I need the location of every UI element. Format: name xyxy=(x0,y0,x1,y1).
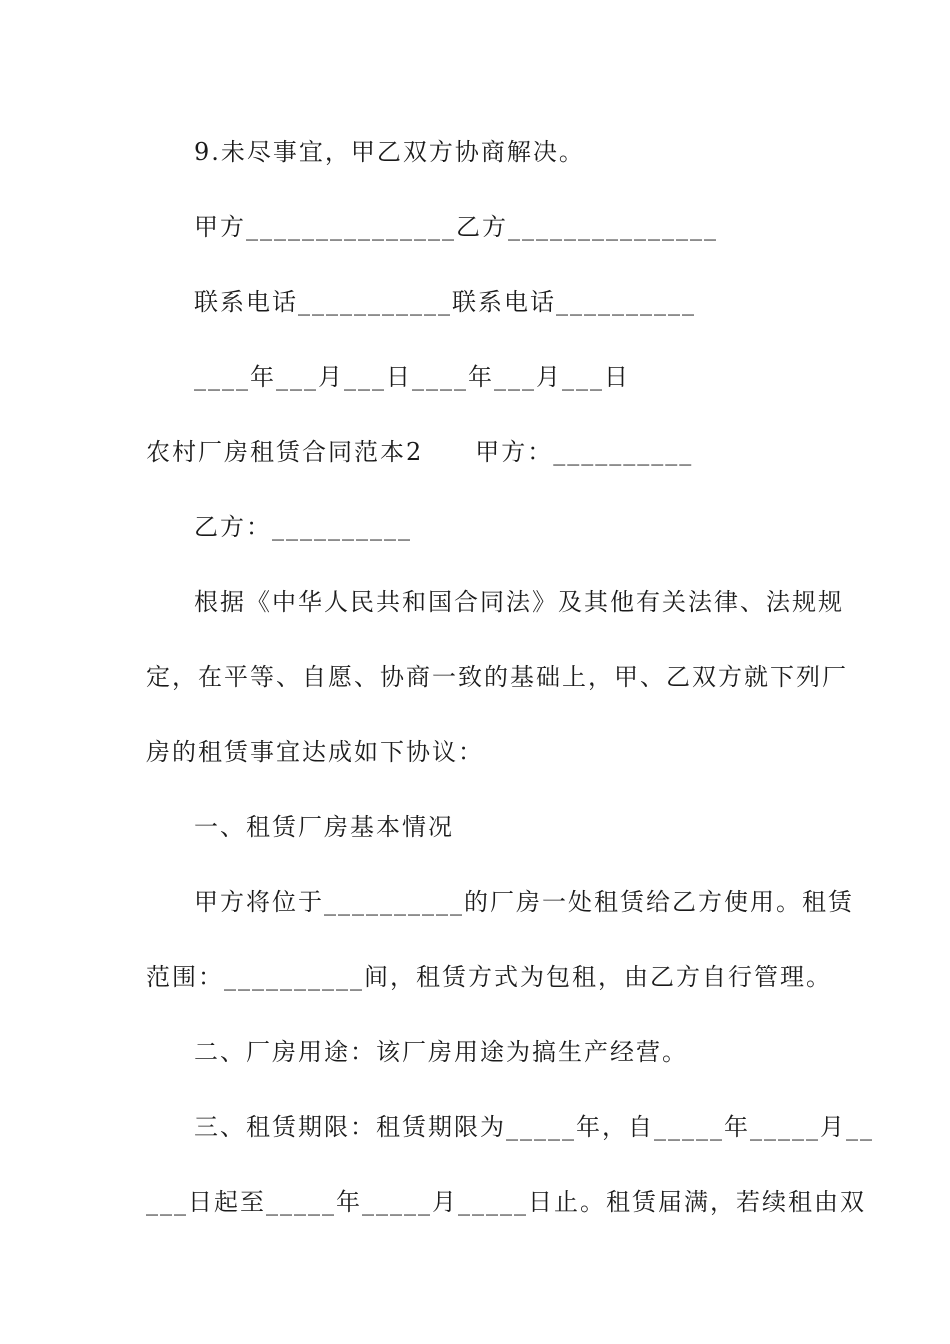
clause-9-text: 9.未尽事宜，甲乙双方协商解决。 xyxy=(194,138,585,166)
date-line: ____年___月___日____年___月___日 xyxy=(194,363,630,391)
preamble-line-3: 房的租赁事宜达成如下协议： xyxy=(146,738,484,766)
preamble-line-2: 定，在平等、自愿、协商一致的基础上，甲、乙双方就下列厂 xyxy=(146,663,848,691)
section-1-text-line-1: 甲方将位于__________的厂房一处租赁给乙方使用。租赁 xyxy=(194,888,854,916)
section-1-heading: 一、租赁厂房基本情况 xyxy=(194,813,454,841)
section-2-text: 二、厂房用途：该厂房用途为搞生产经营。 xyxy=(194,1038,688,1066)
preamble-line-1: 根据《中华人民共和国合同法》及其他有关法律、法规规 xyxy=(194,588,844,616)
party-b-line: 乙方：__________ xyxy=(194,513,412,541)
contract-title-line: 农村厂房租赁合同范本2 甲方：__________ xyxy=(146,438,694,466)
party-signature-line: 甲方_______________乙方_______________ xyxy=(194,213,718,241)
contact-phone-line: 联系电话___________联系电话__________ xyxy=(194,288,696,316)
section-3-text-line-2: ___日起至_____年_____月_____日止。租赁届满，若续租由双 xyxy=(146,1188,866,1216)
section-1-text-line-2: 范围：__________间，租赁方式为包租，由乙方自行管理。 xyxy=(146,963,832,991)
section-3-text-line-1: 三、租赁期限：租赁期限为_____年，自_____年_____月__ xyxy=(194,1113,874,1141)
